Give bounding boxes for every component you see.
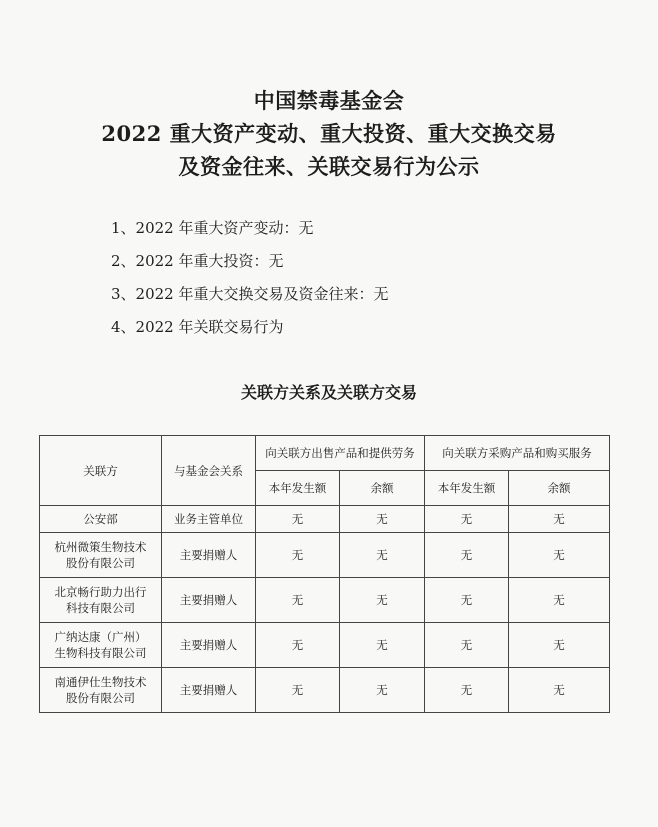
cell-sales-current: 无 <box>256 668 340 713</box>
cell-purchase-balance: 无 <box>509 533 610 578</box>
cell-purchase-current: 无 <box>425 533 509 578</box>
disclosure-list <box>111 216 389 348</box>
disclosure-item: 4、2022 年关联交易行为 <box>111 318 284 336</box>
header-purchase-current: 本年发生额 <box>425 471 509 506</box>
cell-purchase-balance: 无 <box>509 668 610 713</box>
cell-purchase-current: 无 <box>425 578 509 623</box>
party-name-line-1: 广纳达康（广州） <box>54 630 147 644</box>
cell-relation: 主要捐赠人 <box>162 533 256 578</box>
cell-relation: 主要捐赠人 <box>162 623 256 668</box>
table-row <box>40 668 610 713</box>
party-name-line-2: 科技有限公司 <box>66 601 135 615</box>
cell-party <box>40 578 162 623</box>
header-purchase-balance: 余额 <box>509 471 610 506</box>
cell-party <box>40 668 162 713</box>
party-name-line-1: 杭州微策生物技术 <box>54 540 147 554</box>
table-row <box>40 578 610 623</box>
cell-sales-current: 无 <box>256 506 340 533</box>
notice-title-line-1: 2022 重大资产变动、重大投资、重大交换交易 <box>101 121 557 146</box>
table-row <box>40 623 610 668</box>
disclosure-item: 1、2022 年重大资产变动：无 <box>111 219 314 237</box>
cell-purchase-balance: 无 <box>509 623 610 668</box>
table-row <box>40 533 610 578</box>
header-purchase-group: 向关联方采购产品和购买服务 <box>425 436 610 471</box>
cell-purchase-balance: 无 <box>509 578 610 623</box>
cell-sales-balance: 无 <box>340 533 425 578</box>
party-name-line-2: 股份有限公司 <box>66 556 135 570</box>
cell-relation: 主要捐赠人 <box>162 668 256 713</box>
disclosure-item: 3、2022 年重大交换交易及资金往来：无 <box>111 285 389 303</box>
org-title: 中国禁毒基金会 <box>253 88 405 113</box>
cell-relation: 业务主管单位 <box>162 506 256 533</box>
table-row <box>40 506 610 533</box>
header-relation: 与基金会关系 <box>162 436 256 506</box>
table-header-row <box>40 436 610 471</box>
header-sales-group: 向关联方出售产品和提供劳务 <box>256 436 425 471</box>
cell-relation: 主要捐赠人 <box>162 578 256 623</box>
cell-sales-current: 无 <box>256 578 340 623</box>
header-sales-current: 本年发生额 <box>256 471 340 506</box>
disclosure-item: 2、2022 年重大投资：无 <box>111 252 284 270</box>
cell-purchase-current: 无 <box>425 506 509 533</box>
cell-sales-current: 无 <box>256 533 340 578</box>
cell-sales-current: 无 <box>256 623 340 668</box>
header-sales-balance: 余额 <box>340 471 425 506</box>
cell-purchase-current: 无 <box>425 623 509 668</box>
cell-sales-balance: 无 <box>340 578 425 623</box>
party-name-line-1: 北京畅行助力出行 <box>54 585 147 599</box>
related-party-table <box>39 435 610 713</box>
table-title: 关联方关系及关联方交易 <box>240 383 417 402</box>
party-name: 公安部 <box>83 512 118 526</box>
cell-party <box>40 506 162 533</box>
cell-sales-balance: 无 <box>340 506 425 533</box>
cell-sales-balance: 无 <box>340 623 425 668</box>
cell-purchase-balance: 无 <box>509 506 610 533</box>
party-name-line-1: 南通伊仕生物技术 <box>54 675 147 689</box>
cell-sales-balance: 无 <box>340 668 425 713</box>
party-name-line-2: 生物科技有限公司 <box>54 646 147 660</box>
party-name-line-2: 股份有限公司 <box>66 691 135 705</box>
cell-party <box>40 533 162 578</box>
header-party: 关联方 <box>40 436 162 506</box>
notice-title-line-2: 及资金往来、关联交易行为公示 <box>178 154 480 179</box>
cell-party <box>40 623 162 668</box>
cell-purchase-current: 无 <box>425 668 509 713</box>
